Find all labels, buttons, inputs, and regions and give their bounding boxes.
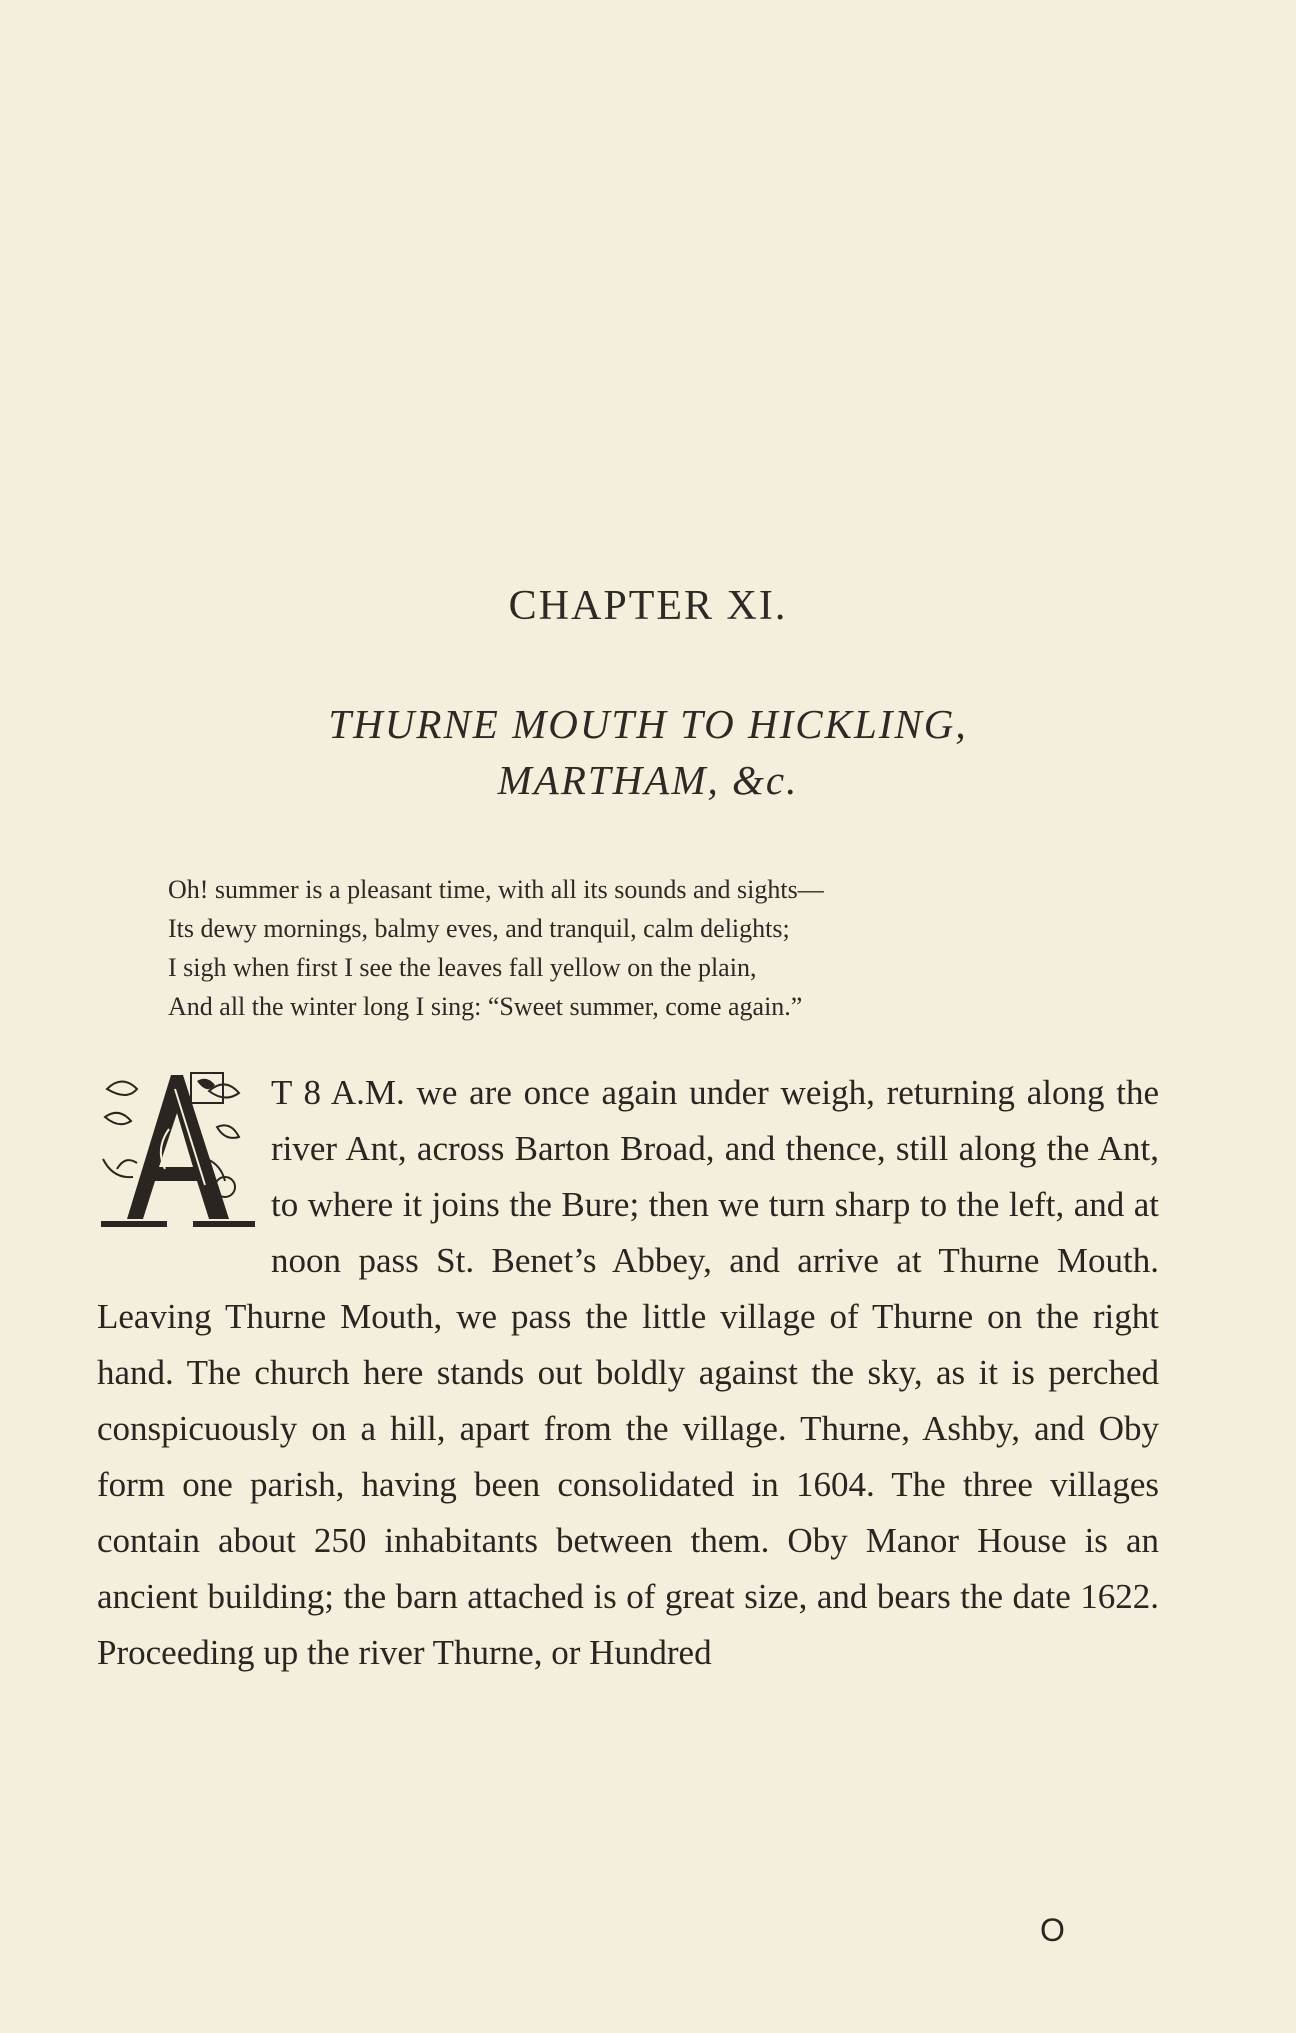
epigraph-line: And all the winter long I sing: “Sweet summer, come again.”	[168, 992, 803, 1021]
ornamental-drop-cap	[97, 1069, 263, 1237]
epigraph-poem	[168, 870, 1148, 1026]
page-signature-mark: O	[1040, 1912, 1065, 1948]
chapter-heading: CHAPTER XI.	[508, 583, 788, 629]
chapter-subtitle-line-2: MARTHAM, &c.	[497, 757, 799, 803]
chapter-subtitle	[0, 696, 1296, 808]
drop-cap-a-icon	[97, 1069, 263, 1237]
body-paragraph	[97, 1065, 1159, 1681]
epigraph-line: I sigh when first I see the leaves fall yellow on the plain,	[168, 953, 757, 982]
epigraph-line: Oh! summer is a pleasant time, with all its sounds and sights—	[168, 875, 824, 904]
body-text-content: T 8 A.M. we are once again under weigh, returning along the river Ant, across Barton Broad, and thence, still along the Ant, to where it joins the Bure; then we turn sharp to the left, and at noon pass St. Benet’s Abbey, and arrive at Thurne Mouth. Leaving Thurne Mouth, we pass the little village of Thurne on the right hand. The church here stands out boldly against the sky, as it is perched conspicuously on a hill, apart from the village. Thurne, Ashby, and Oby form one parish, having been consolidated in 1604. The three villages contain about 250 inhabitants between them. Oby Manor House is an ancient building; the barn attached is of great size, and bears the date 1622. Proceeding up the river Thurne, or Hundred	[97, 1073, 1159, 1672]
chapter-subtitle-line-1: THURNE MOUTH TO HICKLING,	[328, 701, 968, 747]
epigraph-line: Its dewy mornings, balmy eves, and tranquil, calm delights;	[168, 914, 790, 943]
